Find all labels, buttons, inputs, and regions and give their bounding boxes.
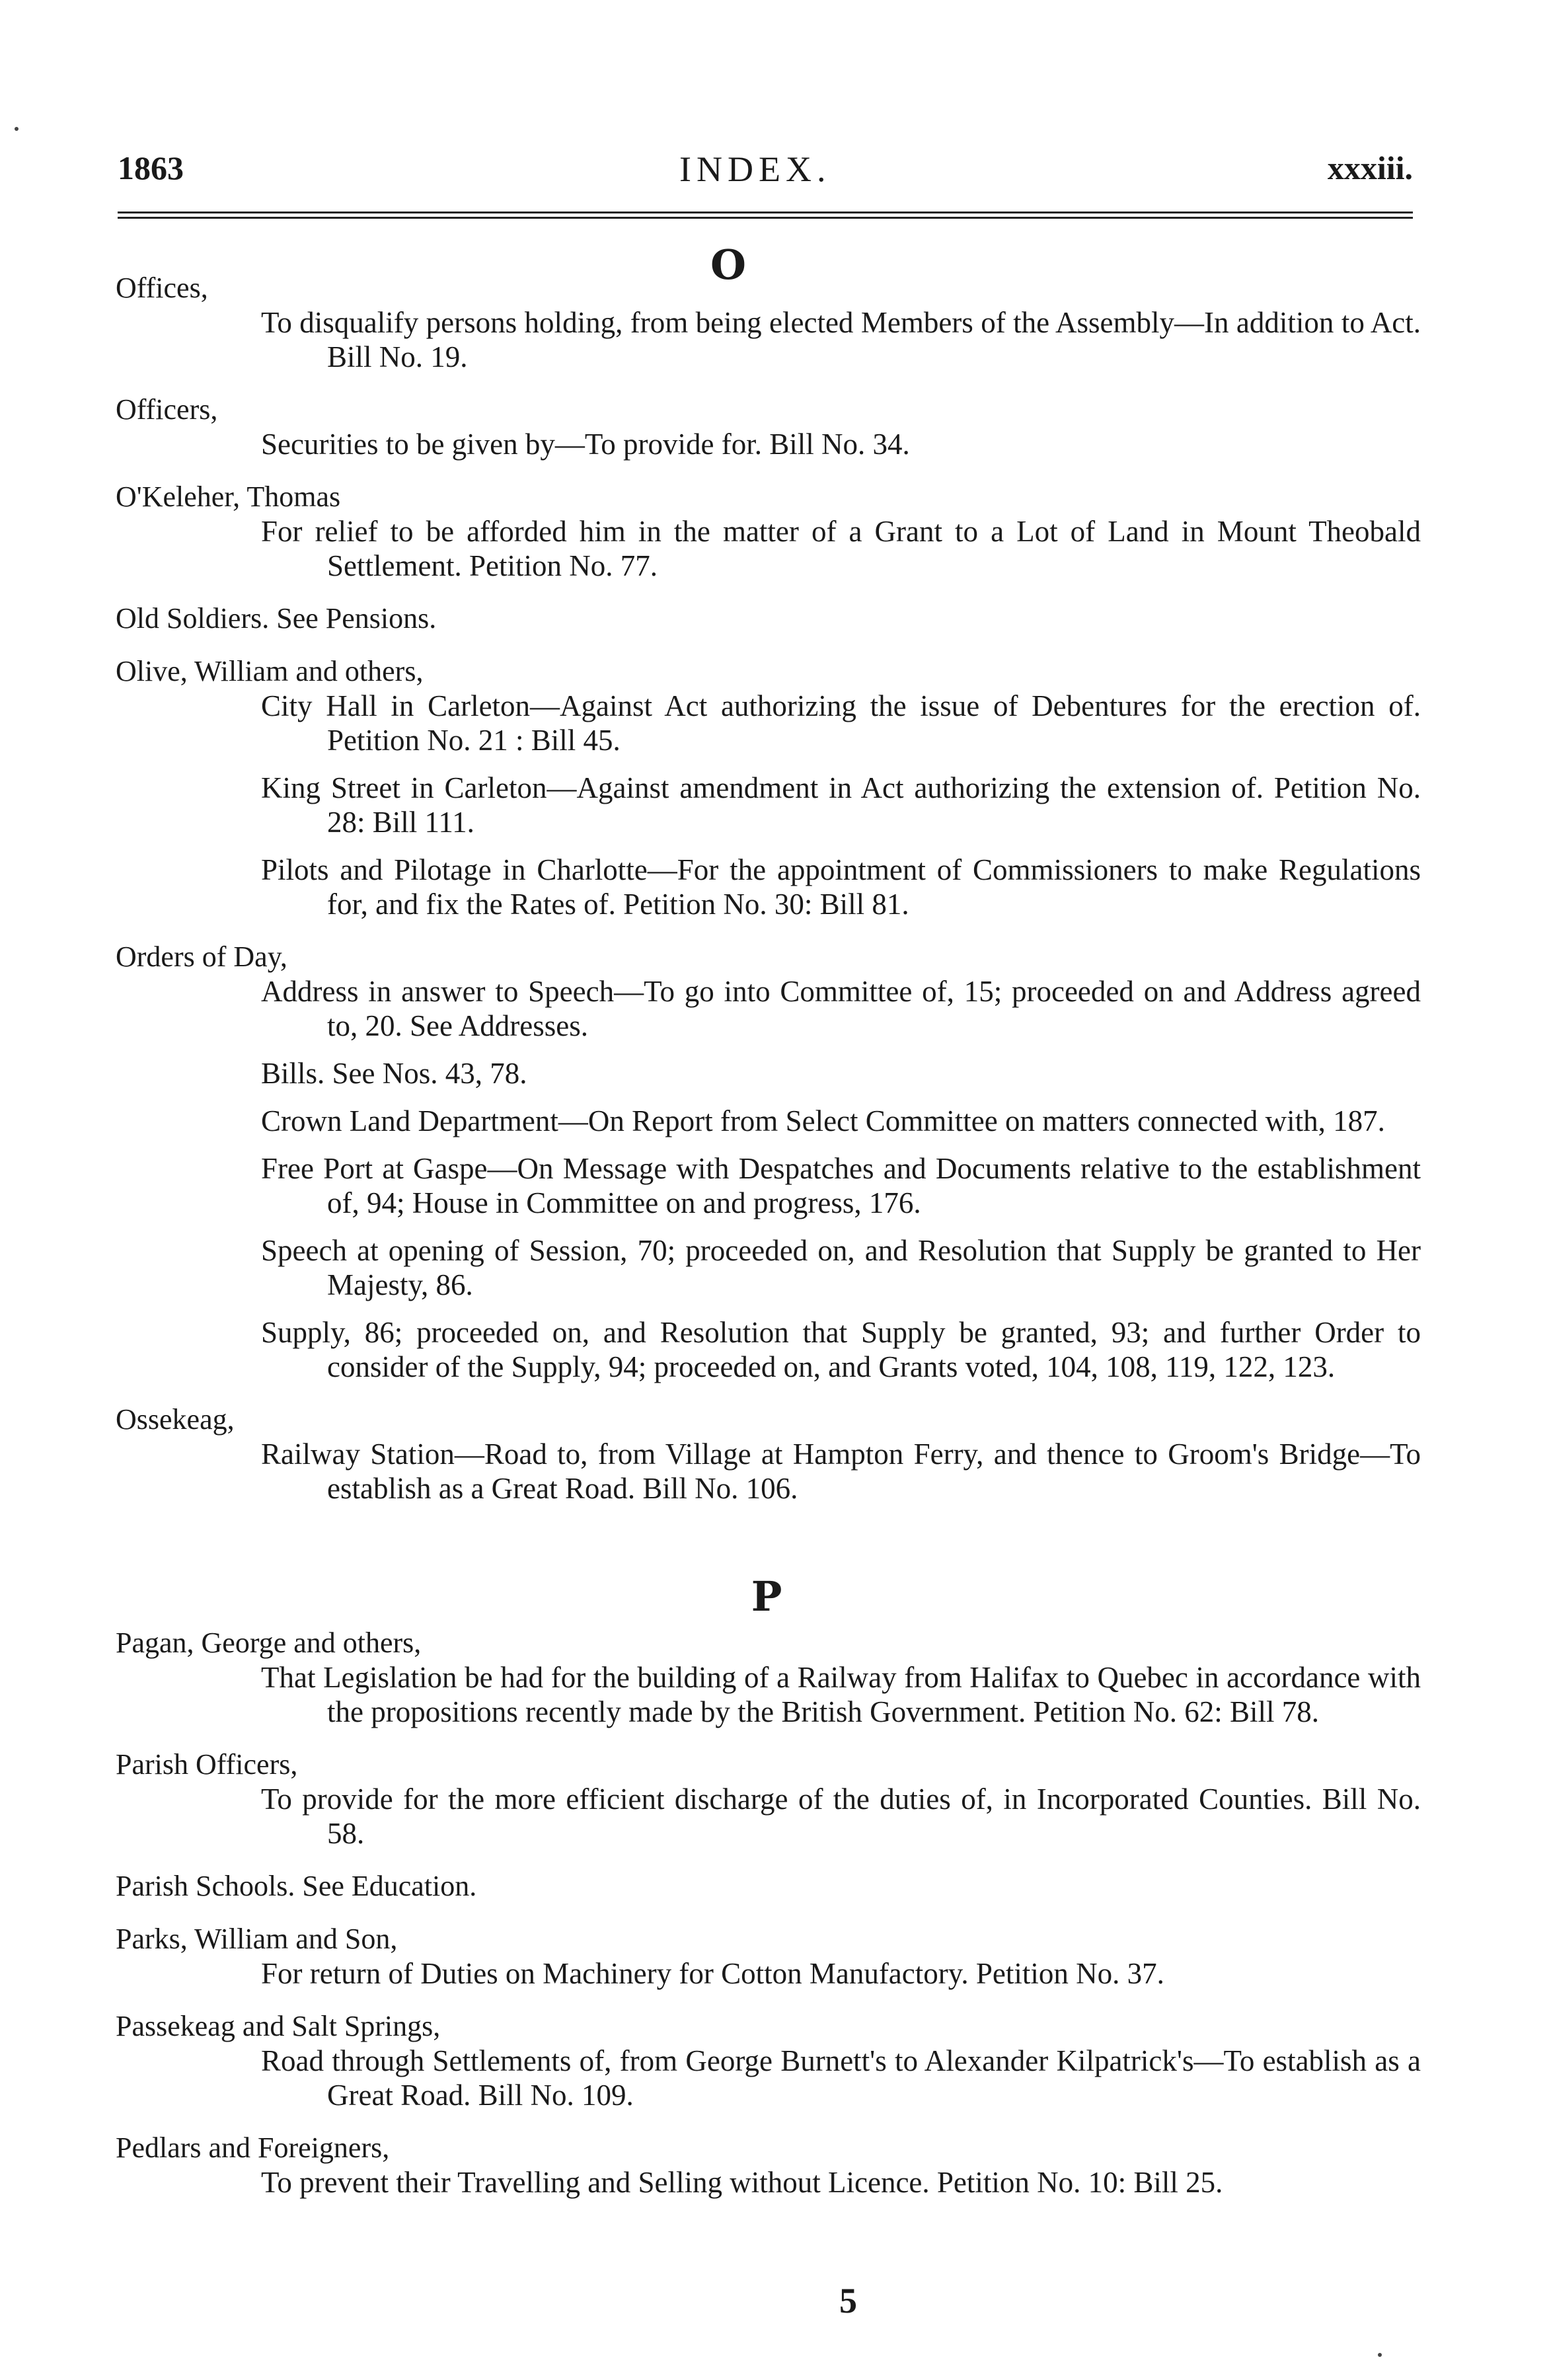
entry-heading: Parish Officers, bbox=[116, 1748, 298, 1781]
entry-subheading: Road through Settlements of, from George Burnett's to Alexander Kilpatrick's—To establish as a Great Road. Bill No. 109. bbox=[261, 2044, 1421, 2112]
index-entry bbox=[116, 1869, 1421, 1903]
index-entry bbox=[116, 1922, 1421, 1991]
entry-heading: Old Soldiers. See Pensions. bbox=[116, 602, 437, 634]
entry-heading: Parish Schools. See Education. bbox=[116, 1870, 477, 1902]
entry-subheading: King Street in Carleton—Against amendment in Act authorizing the extension of. Petition No. 28: Bill 111. bbox=[261, 771, 1421, 839]
header-title: INDEX. bbox=[679, 149, 831, 189]
print-speck bbox=[1378, 2353, 1382, 2357]
print-speck bbox=[15, 127, 19, 131]
entry-subheading: For return of Duties on Machinery for Cotton Manufactory. Petition No. 37. bbox=[261, 1957, 1164, 1990]
section-letter-o: O bbox=[710, 241, 746, 289]
index-entry bbox=[116, 1747, 1421, 1851]
entry-subheading: Address in answer to Speech—To go into Committee of, 15; proceeded on and Address agreed to, 20. See Addresses. bbox=[261, 975, 1421, 1042]
entry-heading: Officers, bbox=[116, 393, 218, 426]
entry-heading: Parks, William and Son, bbox=[116, 1923, 398, 1955]
index-section-o bbox=[116, 271, 1421, 1506]
entry-heading: O'Keleher, Thomas bbox=[116, 480, 341, 513]
entry-heading: Passekeag and Salt Springs, bbox=[116, 2010, 441, 2042]
page-header bbox=[118, 149, 1413, 202]
index-entry bbox=[116, 654, 1421, 921]
entry-heading: Olive, William and others, bbox=[116, 655, 424, 687]
entry-subheading: Bills. See Nos. 43, 78. bbox=[261, 1057, 527, 1090]
entry-subheading: Speech at opening of Session, 70; proceeded on, and Resolution that Supply be granted to Her Majesty, 86. bbox=[261, 1234, 1421, 1301]
entry-subheading: Crown Land Department—On Report from Select Committee on matters connected with, 187. bbox=[261, 1104, 1385, 1137]
header-rule-bottom bbox=[118, 217, 1413, 219]
entry-subheading: To prevent their Travelling and Selling without Licence. Petition No. 10: Bill 25. bbox=[261, 2166, 1223, 2199]
entry-subheading: To disqualify persons holding, from being elected Members of the Assembly—In addition to Act. Bill No. 19. bbox=[261, 306, 1421, 373]
index-entry bbox=[116, 393, 1421, 461]
entry-subheading: City Hall in Carleton—Against Act authorizing the issue of Debentures for the erection of. Petition No. 21 : Bill 45. bbox=[261, 689, 1421, 757]
entry-subheading: Supply, 86; proceeded on, and Resolution that Supply be granted, 93; and further Order to consider of the Supply, 94; proceeded on, and Grants voted, 104, 108, 119, 122, 123. bbox=[261, 1316, 1421, 1383]
entry-heading: Pedlars and Foreigners, bbox=[116, 2131, 390, 2164]
entry-subheading: Railway Station—Road to, from Village at Hampton Ferry, and thence to Groom's Bridge—To establish as a Great Road. Bill No. 106. bbox=[261, 1438, 1421, 1505]
entry-subheading: Securities to be given by—To provide for. Bill No. 34. bbox=[261, 428, 910, 461]
index-section-p bbox=[116, 1626, 1421, 2200]
index-entry bbox=[116, 601, 1421, 636]
header-page-number: xxxiii. bbox=[1327, 149, 1413, 186]
entry-subheading: For relief to be afforded him in the matter of a Grant to a Lot of Land in Mount Theobald Settlement. Petition No. 77. bbox=[261, 515, 1421, 582]
entry-subheading: To provide for the more efficient discharge of the duties of, in Incorporated Counties. Bill No. 58. bbox=[261, 1783, 1421, 1850]
entry-subheading: Free Port at Gaspe—On Message with Despatches and Documents relative to the establishment of, 94; House in Committee on and progress, 176. bbox=[261, 1152, 1421, 1219]
index-entry bbox=[116, 1402, 1421, 1506]
entry-heading: Offices, bbox=[116, 272, 208, 304]
header-year: 1863 bbox=[118, 149, 184, 186]
index-entry bbox=[116, 480, 1421, 583]
entry-subheading: Pilots and Pilotage in Charlotte—For the appointment of Commissioners to make Regulations for, and fix the Rates of. Petition No. 30: Bill 81. bbox=[261, 853, 1421, 921]
index-entry bbox=[116, 940, 1421, 1384]
entry-heading: Orders of Day, bbox=[116, 940, 287, 973]
index-entry bbox=[116, 271, 1421, 374]
index-entry bbox=[116, 1626, 1421, 1729]
header-rule-top bbox=[118, 211, 1413, 213]
signature-mark: 5 bbox=[839, 2281, 857, 2321]
index-entry bbox=[116, 2009, 1421, 2112]
index-entry bbox=[116, 2131, 1421, 2200]
section-letter-p: P bbox=[751, 1572, 782, 1621]
entry-heading: Ossekeag, bbox=[116, 1403, 235, 1436]
entry-heading: Pagan, George and others, bbox=[116, 1627, 422, 1659]
entry-subheading: That Legislation be had for the building of a Railway from Halifax to Quebec in accordance with the propositions recently made by the British Government. Petition No. 62: Bill 78. bbox=[261, 1661, 1421, 1728]
